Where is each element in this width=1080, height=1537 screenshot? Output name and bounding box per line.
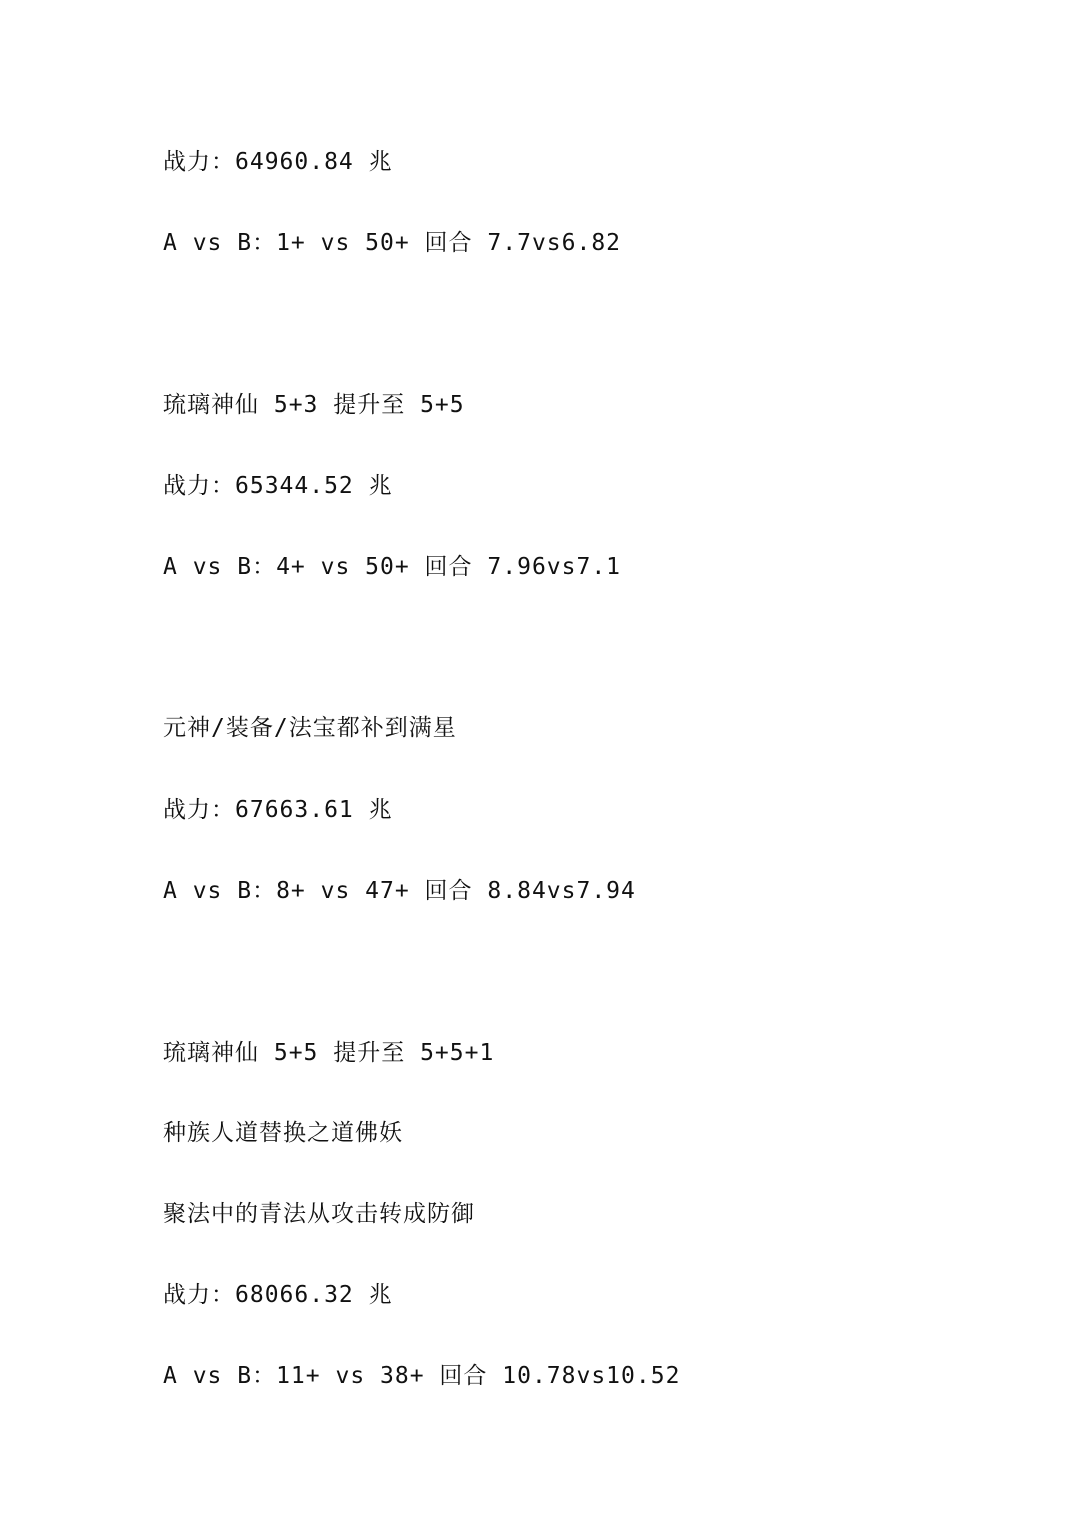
matchup-line-2: A vs B：4+ vs 50+ 回合 7.96vs7.1 <box>163 554 622 580</box>
upgrade-line-2: 元神/装备/法宝都补到满星 <box>163 715 457 741</box>
race-change-line: 种族人道替换之道佛妖 <box>163 1120 403 1146</box>
power-line-3: 战力：67663.61 兆 <box>163 797 393 823</box>
gathering-change-line: 聚法中的青法从攻击转成防御 <box>163 1201 475 1227</box>
upgrade-line-1: 琉璃神仙 5+3 提升至 5+5 <box>163 392 465 418</box>
power-line-4: 战力：68066.32 兆 <box>163 1282 393 1308</box>
matchup-line-3: A vs B：8+ vs 47+ 回合 8.84vs7.94 <box>163 878 636 904</box>
matchup-line-4: A vs B：11+ vs 38+ 回合 10.78vs10.52 <box>163 1363 681 1389</box>
power-line-1: 战力：64960.84 兆 <box>163 149 393 175</box>
power-line-2: 战力：65344.52 兆 <box>163 473 393 499</box>
matchup-line-1: A vs B：1+ vs 50+ 回合 7.7vs6.82 <box>163 230 622 256</box>
upgrade-line-3: 琉璃神仙 5+5 提升至 5+5+1 <box>163 1040 495 1066</box>
